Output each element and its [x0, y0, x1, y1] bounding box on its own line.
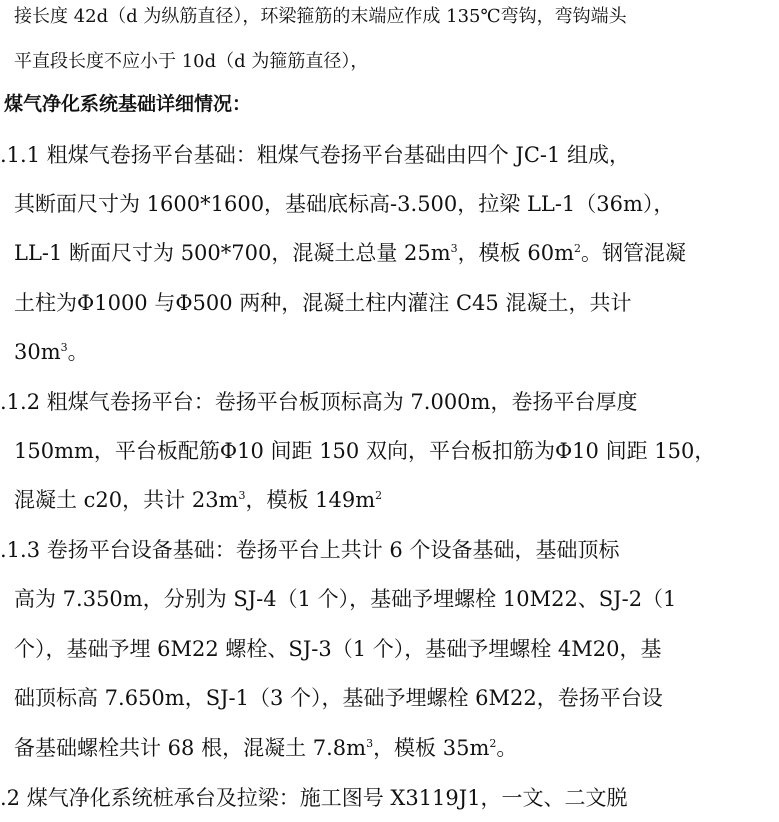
- text-line: 高为 7.350m，分别为 SJ-4（1 个），基础予埋螺栓 10M22、SJ-2（1: [14, 587, 677, 611]
- text-segment: 备基础螺栓共计 68 根，混凝土 7.8m: [14, 736, 367, 760]
- text-line: [14, 733, 517, 763]
- text-segment: 。钢管混凝: [580, 241, 686, 265]
- text-segment: 。: [496, 736, 518, 760]
- text-line: [14, 238, 686, 268]
- text-line: 平直段长度不应小于 10d（d 为箍筋直径），: [14, 51, 369, 72]
- text-line: 接长度 42d（d 为纵筋直径），环梁箍筋的末端应作成 135℃弯钩，弯钩端头: [14, 6, 627, 27]
- text-line: .1.3 卷扬平台设备基础：卷扬平台上共计 6 个设备基础，基础顶标: [0, 538, 620, 562]
- text-segment: 30m: [14, 340, 61, 364]
- superscript: 2: [375, 489, 383, 502]
- superscript: 2: [573, 242, 581, 255]
- text-segment: ，模板 149m: [245, 488, 376, 512]
- text-line: 土柱为Φ1000 与Φ500 两种，混凝土柱内灌注 C45 混凝土，共计: [14, 291, 632, 315]
- section-heading: 煤气净化系统基础详细情况：: [4, 93, 252, 115]
- text-segment: LL-1 断面尺寸为 500*700，混凝土总量 25m: [14, 241, 451, 265]
- superscript: 3: [238, 489, 246, 502]
- text-line: [14, 337, 89, 367]
- text-segment: 混凝土 c20，共计 23m: [14, 488, 239, 512]
- text-segment: 。: [67, 340, 89, 364]
- superscript: 2: [489, 737, 497, 750]
- text-line: 础顶标高 7.650m，SJ-1（3 个），基础予埋螺栓 6M22，卷扬平台设: [14, 686, 663, 710]
- text-line: .1.2 粗煤气卷扬平台：卷扬平台板顶标高为 7.000m，卷扬平台厚度: [0, 390, 638, 414]
- superscript: 3: [366, 737, 374, 750]
- text-segment: ，模板 60m: [457, 241, 574, 265]
- text-line: 个），基础予埋 6M22 螺栓、SJ-3（1 个），基础予埋螺栓 4M20，基: [14, 637, 662, 661]
- text-line: .1.1 粗煤气卷扬平台基础：粗煤气卷扬平台基础由四个 JC-1 组成，: [0, 143, 631, 167]
- text-line: .2 煤气净化系统桩承台及拉梁：施工图号 X3119J1，一文、二文脱: [0, 786, 628, 810]
- text-line: [14, 485, 382, 515]
- superscript: 3: [60, 341, 68, 354]
- text-segment: ，模板 35m: [373, 736, 490, 760]
- text-line: 其断面尺寸为 1600*1600，基础底标高-3.500，拉梁 LL-1（36m），: [14, 192, 675, 216]
- superscript: 3: [450, 242, 458, 255]
- text-line: 150mm，平台板配筋Φ10 间距 150 双向，平台板扣筋为Φ10 间距 150，: [14, 439, 716, 463]
